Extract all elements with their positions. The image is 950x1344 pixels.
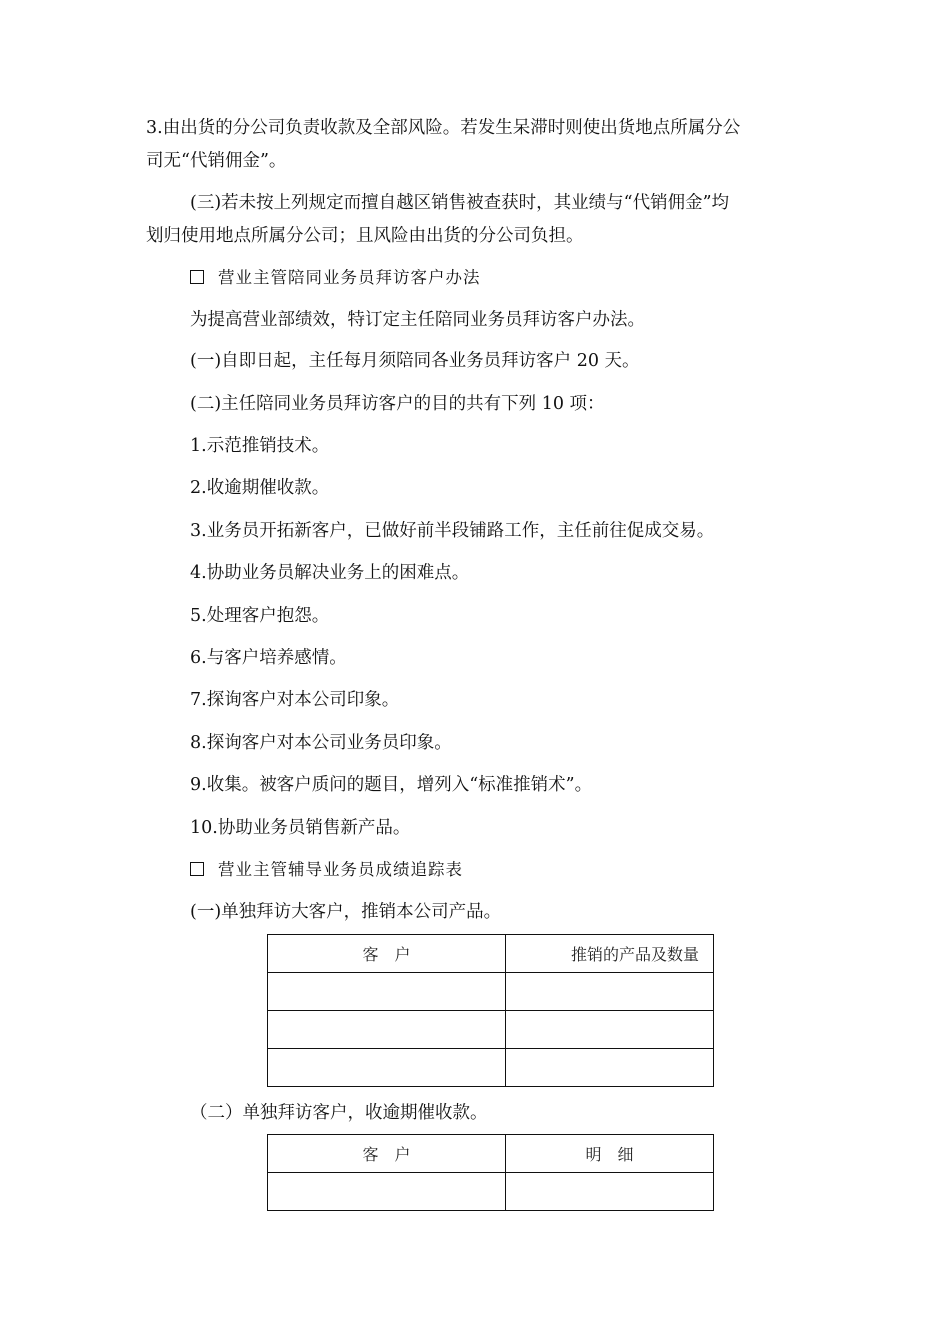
table-cell	[506, 1049, 714, 1087]
table-cell	[268, 973, 506, 1011]
table-caption: （二）单独拜访客户，收逾期催收款。	[190, 1103, 488, 1123]
list-item: 7.探询客户对本公司印象。	[190, 690, 400, 710]
table-header-row	[268, 1135, 714, 1173]
table-cell	[506, 1173, 714, 1211]
section-heading-text: 营业主管陪同业务员拜访客户办法	[218, 268, 481, 287]
table-cell	[268, 1011, 506, 1049]
checkbox-square-icon	[190, 270, 204, 284]
table-cell	[268, 1049, 506, 1087]
paragraph-line: 3.由出货的分公司负责收款及全部风险。若发生呆滞时则使出货地点所属分公	[146, 118, 741, 138]
paragraph-line: (三)若未按上列规定而擅自越区销售被查获时，其业绩与“代销佣金”均	[190, 193, 730, 213]
tracking-table-2	[267, 1134, 714, 1211]
table-header-row	[268, 935, 714, 973]
paragraph-line: (二)主任陪同业务员拜访客户的目的共有下列 10 项：	[190, 394, 605, 414]
paragraph-line: 划归使用地点所属分公司；且风险由出货的分公司负担。	[146, 226, 584, 246]
table-row	[268, 973, 714, 1011]
section-heading	[190, 267, 481, 289]
section-heading-text: 营业主管辅导业务员成绩追踪表	[218, 860, 463, 879]
list-item: 2.收逾期催收款。	[190, 478, 330, 498]
table-cell	[506, 1011, 714, 1049]
column-header: 明 细	[506, 1135, 714, 1173]
list-item: 1.示范推销技术。	[190, 436, 330, 456]
tracking-table-1	[267, 934, 714, 1087]
list-item: 6.与客户培养感情。	[190, 648, 347, 668]
paragraph-line: 司无“代销佣金”。	[146, 151, 287, 171]
list-item: 5.处理客户抱怨。	[190, 606, 330, 626]
column-header: 推销的产品及数量	[506, 935, 714, 973]
section-heading	[190, 859, 463, 881]
paragraph-line: 为提高营业部绩效，特订定主任陪同业务员拜访客户办法。	[190, 310, 645, 330]
paragraph-line: (一)自即日起，主任每月须陪同各业务员拜访客户 20 天。	[190, 351, 640, 371]
list-item: 10.协助业务员销售新产品。	[190, 818, 411, 838]
table-caption: (一)单独拜访大客户，推销本公司产品。	[190, 902, 502, 922]
checkbox-square-icon	[190, 862, 204, 876]
column-header: 客 户	[268, 1135, 506, 1173]
list-item: 8.探询客户对本公司业务员印象。	[190, 733, 452, 753]
list-item: 9.收集。被客户质问的题目，增列入“标准推销术”。	[190, 775, 593, 795]
table-cell	[268, 1173, 506, 1211]
list-item: 4.协助业务员解决业务上的困难点。	[190, 563, 470, 583]
table-row	[268, 1011, 714, 1049]
table-row	[268, 1173, 714, 1211]
table-cell	[506, 973, 714, 1011]
column-header: 客 户	[268, 935, 506, 973]
table-row	[268, 1049, 714, 1087]
list-item: 3.业务员开拓新客户，已做好前半段铺路工作，主任前往促成交易。	[190, 521, 715, 541]
